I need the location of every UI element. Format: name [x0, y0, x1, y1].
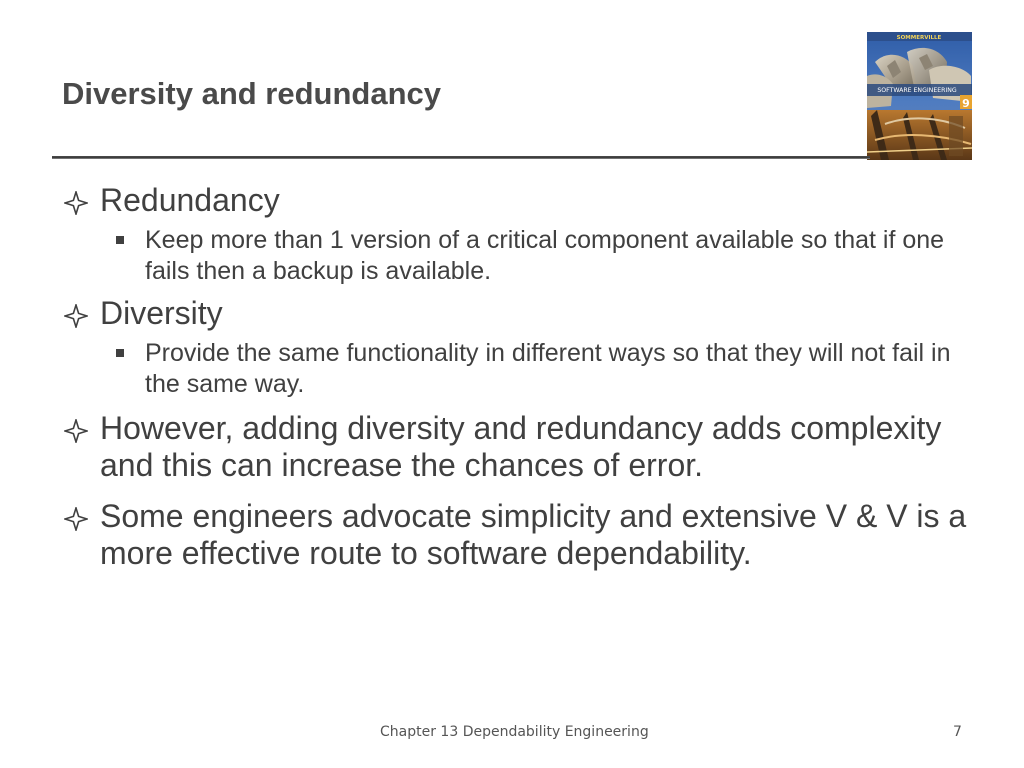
bullet-redundancy	[62, 182, 972, 219]
cover-subtitle-text: SOFTWARE ENGINEERING	[877, 87, 957, 94]
sub-bullet-diversity	[62, 338, 972, 400]
slide-title: Diversity and redundancy	[62, 76, 442, 111]
bullet-some-engineers	[62, 498, 972, 572]
bullet-text: However, adding diversity and redundancy adds complexity and this can increase the chances of error.	[100, 410, 942, 483]
cover-author-text: SOMMERVILLE	[896, 35, 942, 41]
slide-footer	[0, 724, 1024, 744]
sub-bullet-text: Keep more than 1 version of a critical component available so that if one fails then a backup is available.	[145, 226, 945, 285]
bullet-however	[62, 410, 972, 484]
sub-bullet-text: Provide the same functionality in different ways so that they will not fail in the same way.	[145, 339, 951, 398]
four-point-star-outline-icon	[64, 507, 88, 531]
four-point-star-outline-icon	[64, 191, 88, 215]
cover-edition-text: 9	[962, 97, 970, 110]
square-bullet-icon	[116, 349, 124, 357]
footer-chapter: Chapter 13 Dependability Engineering	[380, 724, 649, 740]
four-point-star-outline-icon	[64, 419, 88, 443]
book-cover-image	[867, 32, 972, 160]
page-number: 7	[953, 724, 962, 740]
square-bullet-icon	[116, 236, 124, 244]
sub-bullet-redundancy	[62, 225, 972, 287]
four-point-star-outline-icon	[64, 304, 88, 328]
bullet-text: Some engineers advocate simplicity and extensive V & V is a more effective route to software dependability.	[100, 498, 967, 571]
bullet-text: Redundancy	[100, 182, 280, 218]
bullet-list	[62, 178, 972, 572]
bullet-text: Diversity	[100, 295, 223, 331]
bullet-diversity	[62, 295, 972, 332]
title-divider	[52, 156, 870, 159]
